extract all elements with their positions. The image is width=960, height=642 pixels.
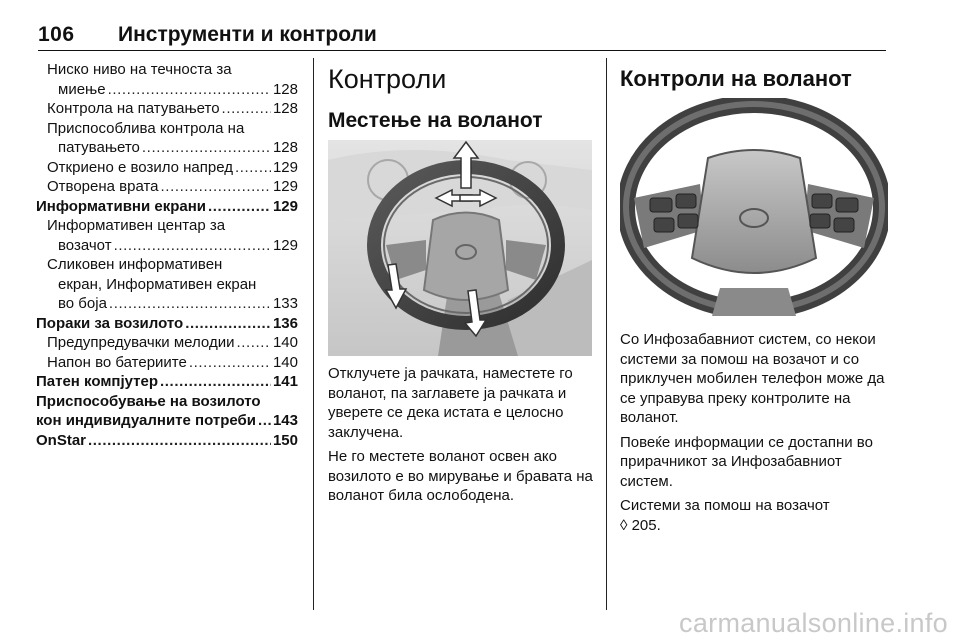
toc-entry-title: патувањето — [58, 139, 140, 156]
toc-page-number: 143 — [272, 412, 298, 429]
page-ref-icon: ◊ — [620, 516, 628, 534]
toc-entry[interactable] — [36, 60, 298, 99]
toc-leader-dots — [88, 431, 271, 451]
toc-leader-dots — [114, 236, 271, 256]
column-divider-2 — [606, 58, 607, 610]
toc-leader-dots — [142, 138, 271, 158]
toc-entry[interactable] — [36, 353, 298, 373]
toc-page-number: 129 — [272, 178, 298, 195]
toc-entry-title: Откриено е возило напред — [47, 158, 233, 176]
page-ref-link[interactable]: 205. — [631, 516, 661, 534]
watermark: carmanualsonline.info — [679, 608, 948, 638]
reference-text: Системи за помош на возачот — [620, 497, 830, 514]
toc-entry[interactable] — [36, 333, 298, 353]
section-body — [328, 364, 596, 511]
toc-page-number: 128 — [272, 139, 298, 156]
section-subtitle: Местење на воланот — [328, 109, 543, 132]
toc-page-number: 128 — [272, 80, 298, 98]
toc-page-number: 129 — [272, 197, 298, 215]
toc-entry-line: Информативен центар за — [47, 217, 226, 234]
toc-entry[interactable] — [36, 158, 298, 178]
toc-page-number: 141 — [272, 373, 298, 390]
header-rule — [38, 50, 886, 51]
page-number: 106 — [38, 23, 75, 46]
toc-entry-title: Предупредувачки мелодии — [47, 334, 235, 351]
toc-entry-line: екран, Информативен екран — [58, 275, 257, 293]
toc-leader-dots — [108, 80, 271, 100]
toc-entry-title: Контрола на патувањето — [47, 100, 220, 117]
toc-leader-dots — [160, 372, 271, 392]
toc-leader-dots — [109, 294, 271, 314]
toc-page-number: 128 — [272, 100, 298, 117]
section-controls — [328, 62, 592, 134]
toc-leader-dots — [208, 197, 271, 217]
toc-entry-title: Напон во батериите — [47, 353, 187, 371]
paragraph: Повеќе информации се достапни во прирачникот за Инфозабавниот систем. — [620, 433, 873, 490]
toc-entry[interactable] — [36, 255, 298, 314]
toc-page-number: 150 — [272, 431, 298, 449]
toc-entry-title: OnStar — [36, 431, 87, 449]
toc-leader-dots — [236, 333, 271, 353]
toc-entry-title: кон индивидуалните потреби — [36, 412, 257, 429]
paragraph: Со Инфозабавниот систем, со некои системи за помош на возачот и со приклучен мобилен телефон може да се управува преку контролите на воланот. — [620, 331, 885, 426]
toc-entry[interactable] — [36, 431, 298, 451]
paragraph: Не го местете воланот освен ако возилото е во мирување и бравата на воланот била ослободена. — [328, 448, 593, 504]
paragraph-reference — [620, 496, 892, 535]
toc-entry-title: во боја — [58, 295, 107, 312]
toc-entry-title: возачот — [58, 236, 112, 254]
toc-page-number: 129 — [272, 236, 298, 254]
toc-entry[interactable] — [36, 197, 298, 217]
toc-entry-title: Отворена врата — [47, 178, 159, 195]
table-of-contents — [36, 60, 298, 450]
section2-body — [620, 330, 892, 540]
toc-page-number: 136 — [272, 314, 298, 332]
toc-entry-line: Приспособување на возилото — [36, 392, 261, 410]
toc-leader-dots — [258, 411, 271, 431]
section-title: Контроли на воланот — [620, 66, 852, 91]
steering-adjust-illustration — [328, 140, 592, 356]
chapter-title: Инструменти и контроли — [118, 23, 377, 46]
toc-entry-title: миење — [58, 80, 106, 98]
page-header — [38, 0, 886, 50]
steering-wheel-illustration — [620, 98, 888, 316]
toc-leader-dots — [189, 353, 271, 373]
toc-page-number: 140 — [272, 334, 298, 351]
section-steering-controls — [620, 66, 888, 92]
toc-entry[interactable] — [36, 314, 298, 334]
toc-entry-title: Патен компјутер — [36, 373, 159, 390]
toc-entry-line: Приспособлива контрола на — [47, 119, 245, 137]
column-divider-1 — [313, 58, 314, 610]
toc-entry-line: Ниско ниво на течноста за — [47, 61, 232, 78]
toc-entry[interactable] — [36, 119, 298, 158]
toc-leader-dots — [161, 177, 271, 197]
toc-leader-dots — [235, 158, 271, 178]
toc-entry[interactable] — [36, 372, 298, 392]
toc-entry[interactable] — [36, 216, 298, 255]
toc-entry-title: Пораки за возилото — [36, 314, 184, 332]
toc-entry[interactable] — [36, 392, 298, 431]
toc-entry[interactable] — [36, 177, 298, 197]
toc-entry-line: Сликовен информативен — [47, 256, 223, 273]
toc-page-number: 140 — [272, 353, 298, 371]
toc-leader-dots — [222, 99, 271, 119]
toc-page-number: 133 — [272, 295, 298, 312]
toc-entry[interactable] — [36, 99, 298, 119]
toc-entry-title: Информативни екрани — [36, 197, 207, 215]
toc-page-number: 129 — [272, 158, 298, 176]
toc-leader-dots — [185, 314, 271, 334]
section-title: Контроли — [328, 64, 447, 94]
paragraph: Отклучете ја рачката, наместете го воланот, па заглавете ја рачката и уверете се дека истата е целосно заклучена. — [328, 365, 573, 441]
